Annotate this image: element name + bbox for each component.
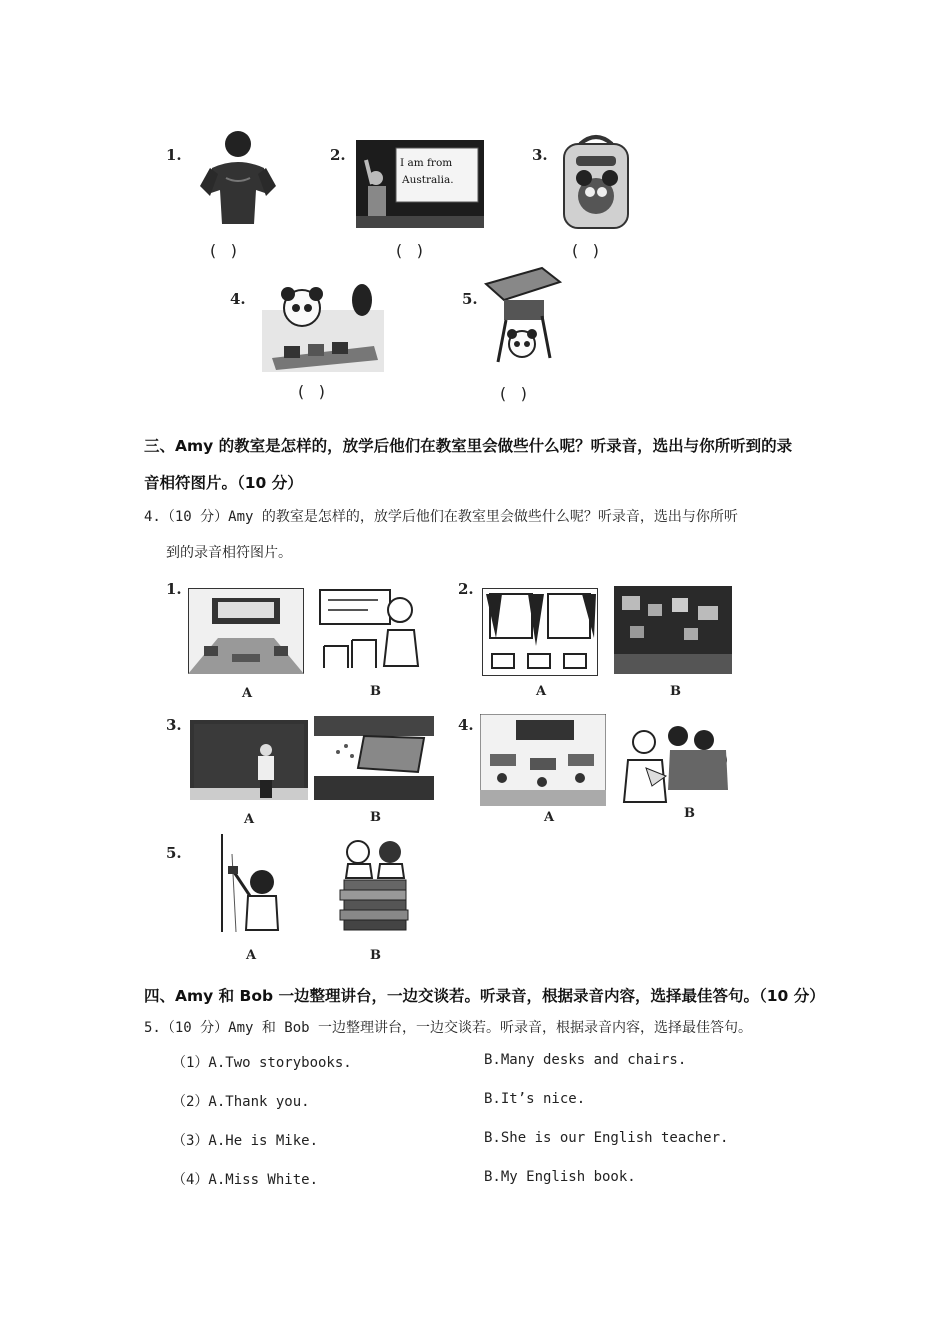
group-4-option-a[interactable]: A xyxy=(544,810,555,825)
group-number-5: 5. xyxy=(166,844,182,862)
answer-paren-5[interactable]: ( ) xyxy=(498,384,530,403)
classroom-students-icon xyxy=(480,714,606,806)
wall-pictures-icon xyxy=(614,586,732,674)
group-3-option-b[interactable]: B xyxy=(370,810,381,825)
classroom-windows-icon xyxy=(482,588,598,676)
question-5-text: 5.（10 分）Amy 和 Bob 一边整理讲台，一边交谈若。听录音，根据录音内容，选择最佳答句。 xyxy=(144,1020,752,1036)
eraser-cleaning-icon xyxy=(314,716,434,800)
group-4-option-b[interactable]: B xyxy=(684,806,695,821)
section-four-heading: 四、Amy 和 Bob 一边整理讲台，一边交谈若。听录音，根据录音内容，选择最佳答句。（10 分） xyxy=(144,987,825,1005)
group-5-option-a[interactable]: A xyxy=(246,948,257,963)
group-number-1: 1. xyxy=(166,580,182,598)
group-1-option-b[interactable]: B xyxy=(370,684,381,699)
answer-paren-1[interactable]: ( ) xyxy=(208,241,240,260)
option-3-b[interactable]: B.She is our English teacher. xyxy=(484,1130,729,1146)
schoolbag-icon xyxy=(558,130,634,230)
option-3-a[interactable]: （3）A.He is Mike. xyxy=(172,1133,319,1149)
panda-books-icon xyxy=(262,280,384,372)
classroom-front-icon xyxy=(188,588,304,674)
group-2-option-b[interactable]: B xyxy=(670,684,681,699)
option-2-b[interactable]: B.It’s nice. xyxy=(484,1091,586,1107)
item-number-4: 4. xyxy=(230,290,246,308)
item-number-2: 2. xyxy=(330,146,346,164)
item-number-1: 1. xyxy=(166,146,182,164)
blackboard-text-line1: I am from xyxy=(400,157,453,169)
section-three-heading-line1: 三、Amy 的教室是怎样的，放学后他们在教室里会做些什么呢？听录音，选出与你所听到的录 xyxy=(144,437,793,455)
blackboard-text-line2: Australia. xyxy=(402,174,454,186)
group-2-option-a[interactable]: A xyxy=(536,684,547,699)
desk-panda-icon xyxy=(482,266,564,366)
group-number-2: 2. xyxy=(458,580,474,598)
question-4-text-line2: 到的录音相符图片。 xyxy=(166,545,292,561)
answer-paren-4[interactable]: ( ) xyxy=(296,382,328,401)
option-4-b[interactable]: B.My English book. xyxy=(484,1169,636,1185)
teacher-reading-icon xyxy=(318,586,422,672)
group-number-4: 4. xyxy=(458,716,474,734)
kids-with-books-icon xyxy=(336,834,414,932)
group-5-option-b[interactable]: B xyxy=(370,948,381,963)
section-three-heading-line2: 音相符图片。（10 分） xyxy=(144,474,303,492)
boy-figure-icon xyxy=(196,128,280,226)
option-2-a[interactable]: （2）A.Thank you. xyxy=(172,1094,310,1110)
answer-paren-3[interactable]: ( ) xyxy=(570,241,602,260)
students-reading-icon xyxy=(622,720,730,804)
teacher-at-board-icon xyxy=(190,720,308,800)
option-1-a[interactable]: （1）A.Two storybooks. xyxy=(172,1055,352,1071)
group-number-3: 3. xyxy=(166,716,182,734)
answer-paren-2[interactable]: ( ) xyxy=(394,241,426,260)
option-4-a[interactable]: （4）A.Miss White. xyxy=(172,1172,319,1188)
group-3-option-a[interactable]: A xyxy=(244,812,255,827)
item-number-5: 5. xyxy=(462,290,478,308)
item-number-3: 3. xyxy=(532,146,548,164)
question-4-text-line1: 4.（10 分）Amy 的教室是怎样的，放学后他们在教室里会做些什么呢？听录音，选出与你所听 xyxy=(144,509,738,525)
boy-cleaning-window-icon xyxy=(212,834,280,932)
group-1-option-a[interactable]: A xyxy=(242,686,253,701)
option-1-b[interactable]: B.Many desks and chairs. xyxy=(484,1052,687,1068)
